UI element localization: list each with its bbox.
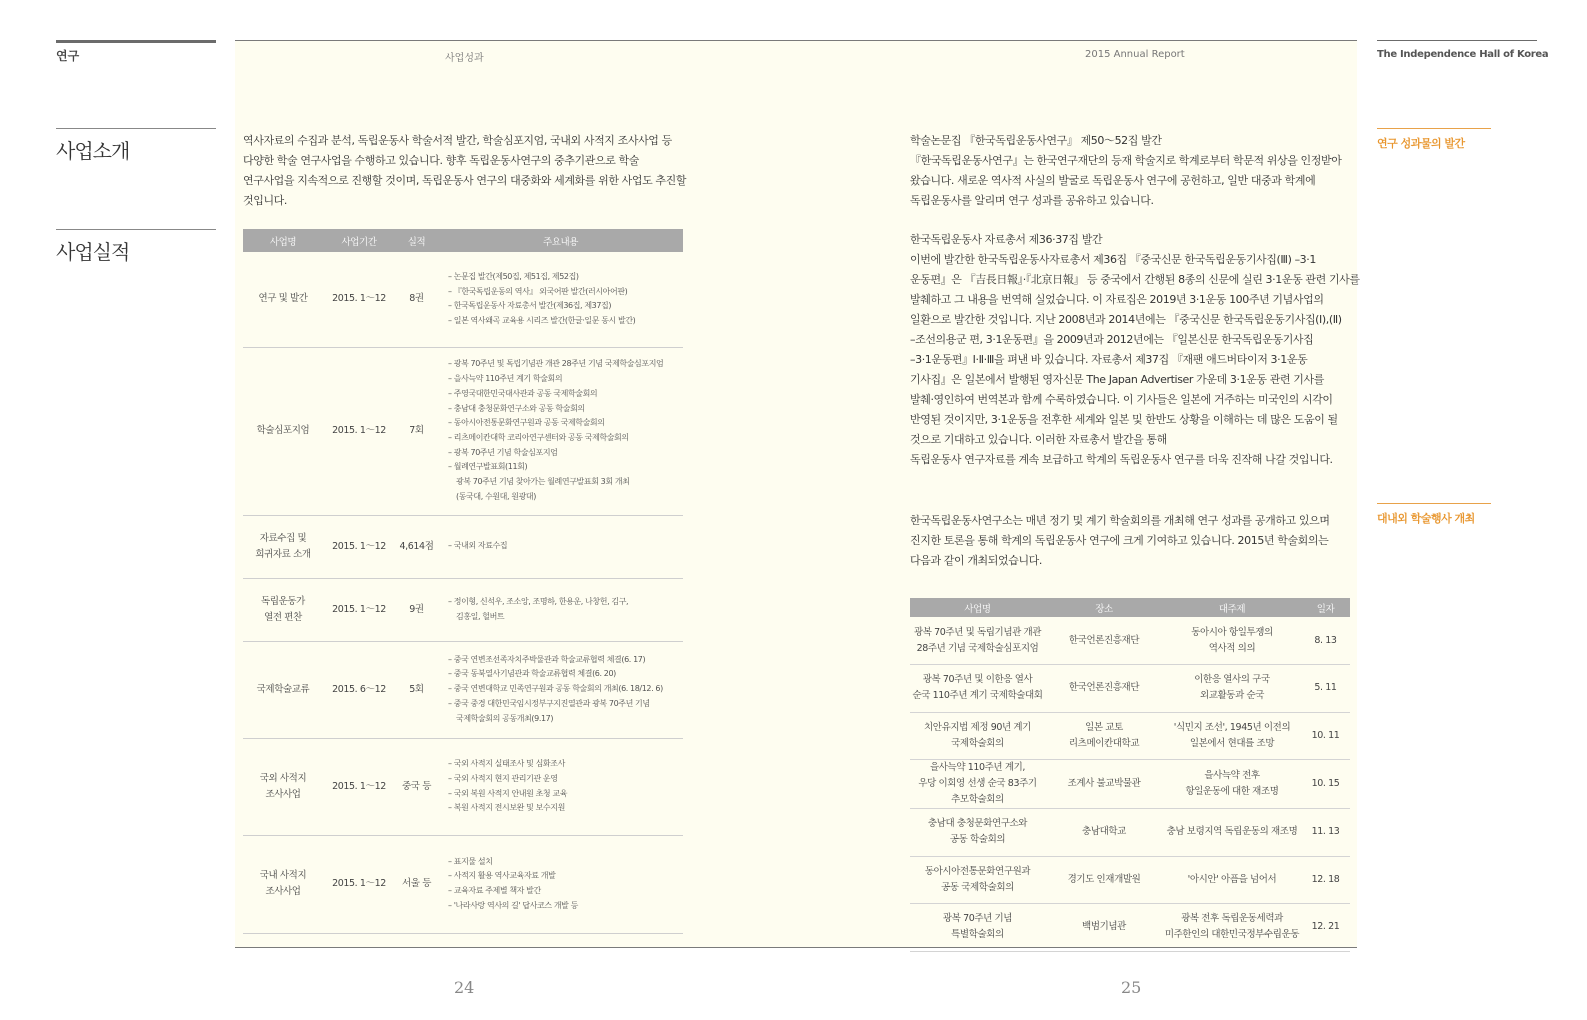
cell-line: – 중국 연변대학교 민족연구원과 공동 학술회의 개최(6. 18/12. 6)	[448, 684, 663, 694]
cell-line: – '나라사랑 역사의 길' 답사코스 개발 등	[448, 900, 578, 910]
col-header: 장소	[1045, 598, 1163, 617]
details-cell	[438, 738, 683, 835]
project-name-cell	[243, 835, 323, 933]
table-row	[243, 515, 683, 578]
cell-line: – 충남대 충청문화연구소와 공동 학술회의	[448, 403, 585, 413]
para-line: 한국독립운동사 자료총서 제36·37집 발간	[910, 233, 1103, 246]
cell-line: 광복 전후 독립운동세력과	[1181, 913, 1283, 925]
place-cell	[1045, 617, 1163, 665]
table-row	[910, 712, 1350, 760]
cell-line: 한국언론진흥재단	[1068, 682, 1140, 694]
cell-line: – 논문집 발간(제50집, 제51집, 제52집)	[448, 271, 579, 281]
cell-line: 리츠메이칸대학교	[1068, 737, 1140, 749]
cell-line: 동아시아전통문화연구원과	[924, 865, 1031, 877]
para-line: 운동편』은 『吉長日報』·『北京日報』 등 중국에서 간행된 8종의 신문에 실린 3·1운동 관련 기사를	[910, 273, 1360, 286]
project-name-cell	[243, 641, 323, 738]
cell-line: 충남대학교	[1082, 826, 1126, 838]
cell-line: – 일본 역사왜곡 교육용 시리즈 발간(한글·일문 동시 발간)	[448, 315, 636, 325]
date-cell: 8. 13	[1301, 617, 1350, 665]
date-cell: 10. 11	[1301, 712, 1350, 760]
cell-line: 공동 학술회의	[949, 834, 1006, 846]
cell-line: 을사늑약 전후	[1204, 770, 1260, 781]
cell-line: – 중국 연변조선족자치주박물관과 학술교류협력 체결(6. 17)	[448, 654, 646, 664]
results-table	[243, 229, 683, 934]
cell-line: – 중국 중경 대한민국임시정부구지진열관과 광복 70주년 기념	[448, 698, 650, 708]
cell-line: – 리츠메이칸대학 코리아연구센터와 공동 국제학술회의	[448, 433, 629, 442]
col-header: 사업기간	[323, 229, 395, 252]
period-cell: 2015. 1～12	[323, 515, 395, 578]
cell-line: 일본 교토	[1085, 721, 1123, 733]
header-left: 사업성과	[445, 53, 484, 64]
period-cell: 2015. 1～12	[323, 347, 395, 515]
cell-line: 역사적 의의	[1208, 642, 1256, 654]
publications-paragraph	[910, 131, 1341, 211]
para-line: 학술논문집 『한국독립운동사연구』 제50～52집 발간	[910, 134, 1162, 147]
result-cell: 5회	[395, 641, 438, 738]
page-number-right: 25	[1121, 978, 1142, 997]
table-row	[910, 617, 1350, 665]
theme-cell	[1163, 809, 1301, 857]
label-academic-events: 대내외 학술행사 개최	[1377, 503, 1491, 526]
cell-line: – 한국독립운동사 자료총서 발간(제36집, 제37집)	[448, 301, 612, 311]
cell-line: '아시안' 아픔을 넘어서	[1187, 873, 1277, 885]
cell-line: 경기도 인재개발원	[1067, 873, 1141, 885]
place-cell	[1045, 665, 1163, 713]
cell-line: – 정이형, 신석우, 조소앙, 조명하, 한용운, 나창헌, 김구,	[448, 596, 629, 606]
cell-line: 조계사 불교박물관	[1067, 778, 1141, 789]
cell-line: 국외 사적지	[259, 772, 307, 784]
cell-line: – 월례연구발표회(11회)	[448, 462, 528, 472]
table-row	[243, 347, 683, 515]
details-cell	[438, 252, 683, 347]
cell-line: – 을사늑약 110주년 계기 학술회의	[448, 374, 563, 384]
date-cell: 5. 11	[1301, 665, 1350, 713]
cell-line: 조사사업	[265, 886, 301, 897]
intro-line: 다양한 학술 연구사업을 수행하고 있습니다. 향후 독립운동사연구의 중추기관으로 학술	[243, 154, 640, 167]
cell-line: 조사사업	[265, 788, 301, 800]
theme-cell	[1163, 760, 1301, 809]
para-line: 독립운동사 연구자료를 계속 보급하고 학계의 독립운동사 연구를 더욱 진작해 나갈 것입니다.	[910, 453, 1333, 466]
cell-line: – 중국 동북열사기념관과 학술교류협력 체결(6. 20)	[448, 669, 616, 679]
place-cell	[1045, 712, 1163, 760]
project-name-cell	[243, 252, 323, 347]
cell-line: 한국언론진흥재단	[1068, 634, 1140, 646]
cell-line: – 동아시아전통문화연구원과 공동 국제학술회의	[448, 418, 605, 428]
col-header: 사업명	[243, 229, 323, 252]
table-row	[910, 856, 1350, 904]
date-cell: 12. 18	[1301, 856, 1350, 904]
chapter-label: 연구	[56, 49, 80, 63]
para-line: 발췌·영인하여 번역본과 함께 수록하였습니다. 이 기사들은 일본에 거주하는 미국인의 시각이	[910, 393, 1333, 406]
table-row	[243, 252, 683, 347]
events-table	[910, 598, 1350, 952]
cell-line: 외교활동과 순국	[1199, 690, 1265, 702]
table-row	[910, 904, 1350, 952]
cell-line: 광복 70주년 및 이한응 열사	[922, 674, 1033, 686]
intro-line: 연구사업을 지속적으로 진행할 것이며, 독립운동사 연구의 대중화와 세계화를 위한 사업도 추진할	[243, 174, 687, 187]
cell-line: 학술심포지엄	[256, 425, 310, 436]
result-cell: 7회	[395, 347, 438, 515]
result-cell: 서울 등	[395, 835, 438, 933]
cell-line: '식민지 조선', 1945년 이전의	[1173, 721, 1291, 733]
para-line: 것으로 기대하고 있습니다. 이러한 자료총서 발간을 통해	[910, 433, 1167, 446]
result-cell: 4,614점	[395, 515, 438, 578]
label-publications: 연구 성과물의 발간	[1377, 128, 1491, 151]
event-name-cell	[910, 712, 1045, 760]
cell-line: – 주영국대한민국대사관과 공동 국제학술회의	[448, 388, 598, 398]
cell-line: 자료수집 및	[259, 532, 307, 544]
details-cell	[438, 835, 683, 933]
cell-line: 순국 110주년 계기 국제학술대회	[912, 690, 1043, 702]
cell-line: 우당 이회영 선생 순국 83주기	[918, 778, 1037, 789]
details-cell	[438, 347, 683, 515]
table-row	[243, 578, 683, 641]
place-cell	[1045, 809, 1163, 857]
cell-line: – 표지물 설치	[448, 856, 493, 866]
para-line: 진지한 토론을 통해 학계의 독립운동사 연구에 크게 기여하고 있습니다. 2015년 학술회의는	[910, 534, 1329, 547]
table-row	[243, 641, 683, 738]
intro-line: 역사자료의 수집과 분석, 독립운동사 학술서적 발간, 학술심포지엄, 국내외 사적지 조사사업 등	[243, 134, 672, 147]
para-line: 반영된 것이지만, 3·1운동을 전후한 세계와 일본 및 한반도 상황을 이해하는 데 많은 도움이 될	[910, 413, 1338, 426]
cell-line: 김홍일, 헐버트	[456, 611, 505, 621]
para-line: 다음과 같이 개최되었습니다.	[910, 554, 1043, 567]
details-cell	[438, 641, 683, 738]
cell-line: 국제학술회의	[951, 737, 1004, 749]
table-header-row	[910, 598, 1350, 617]
para-line: 한국독립운동사연구소는 매년 정기 및 계기 학술회의를 개최해 연구 성과를 공개하고 있으며	[910, 514, 1330, 527]
cell-line: 연구 및 발간	[258, 293, 308, 305]
event-name-cell	[910, 665, 1045, 713]
cell-line: – 『한국독립운동의 역사』 외국어판 발간(러시아어판)	[448, 286, 628, 296]
theme-cell	[1163, 856, 1301, 904]
cell-line: 미주한인의 대한민국정부수립운동	[1164, 929, 1300, 941]
project-name-cell	[243, 515, 323, 578]
project-name-cell	[243, 347, 323, 515]
theme-cell	[1163, 665, 1301, 713]
event-name-cell	[910, 904, 1045, 952]
para-line: 기사집』은 일본에서 발행된 영자신문 The Japan Advertiser 가운데 3·1운동 관련 기사를	[910, 373, 1324, 386]
intro-paragraph	[243, 131, 686, 211]
cell-line: 28주년 기념 국제학술심포지엄	[916, 642, 1039, 654]
sourcebook-paragraph	[910, 230, 1360, 470]
cell-line: 독립운동가	[261, 595, 305, 607]
result-cell: 9권	[395, 578, 438, 641]
para-line: 『한국독립운동사연구』는 한국연구재단의 등재 학술지로 학계로부터 학문적 위상을 인정받아	[910, 154, 1342, 167]
para-line: 일환으로 발간한 것입니다. 지난 2008년과 2014년에는 『중국신문 한국독립운동기사집(Ⅰ),(Ⅱ)	[910, 313, 1342, 326]
period-cell: 2015. 1～12	[323, 738, 395, 835]
cell-line: – 복원 사적지 전시보완 및 보수지원	[448, 803, 565, 813]
event-name-cell	[910, 856, 1045, 904]
cell-line: – 국외 복원 사적지 안내원 초청 교육	[448, 788, 568, 798]
event-name-cell	[910, 760, 1045, 809]
cell-line: 충남 보령지역 독립운동의 재조명	[1166, 826, 1298, 838]
event-name-cell	[910, 809, 1045, 857]
section-results-label: 사업실적	[56, 229, 216, 265]
cell-line: 광복 70주년 기념 찾아가는 월례연구발표회 3회 개최	[456, 477, 630, 487]
page-number-left: 24	[454, 978, 475, 997]
para-line: –조선의용군 편, 3·1운동편』을 2009년과 2012년에는 『일본신문 한국독립운동기사집	[910, 333, 1314, 346]
cell-line: 동아시아 항일투쟁의	[1191, 626, 1273, 638]
details-cell	[438, 578, 683, 641]
header-right: 2015 Annual Report	[1085, 49, 1185, 60]
intro-line: 것입니다.	[243, 194, 288, 207]
cell-line: – 국외 사적지 실태조사 및 심화조사	[448, 759, 565, 769]
cell-line: 국제학술회의 공동개최(9.17)	[456, 713, 554, 723]
period-cell: 2015. 6～12	[323, 641, 395, 738]
project-name-cell	[243, 738, 323, 835]
place-cell	[1045, 904, 1163, 952]
col-header: 대주제	[1163, 598, 1301, 617]
result-cell: 8권	[395, 252, 438, 347]
cell-line: 일본에서 현대를 조망	[1189, 737, 1275, 749]
event-name-cell	[910, 617, 1045, 665]
table-row	[243, 738, 683, 835]
cell-line: 국제학술교류	[256, 683, 310, 695]
col-header: 실적	[395, 229, 438, 252]
cell-line: – 광복 70주년 및 독립기념관 개관 28주년 기념 국제학술심포지엄	[448, 359, 664, 369]
table-header-row	[243, 229, 683, 252]
left-top-rule	[56, 40, 216, 43]
para-line: 발췌하고 그 내용을 번역해 실었습니다. 이 자료집은 2019년 3·1운동 100주년 기념사업의	[910, 293, 1324, 306]
theme-cell	[1163, 712, 1301, 760]
period-cell: 2015. 1～12	[323, 252, 395, 347]
period-cell: 2015. 1～12	[323, 578, 395, 641]
cell-line: 이한응 열사의 구국	[1194, 674, 1270, 686]
theme-cell	[1163, 904, 1301, 952]
cell-line: 치안유지법 제정 90년 계기	[924, 721, 1031, 733]
cell-line: – 광복 70주년 기념 학술심포지엄	[448, 447, 558, 457]
table-row	[910, 665, 1350, 713]
details-cell	[438, 515, 683, 578]
date-cell: 11. 13	[1301, 809, 1350, 857]
period-cell: 2015. 1～12	[323, 835, 395, 933]
project-name-cell	[243, 578, 323, 641]
theme-cell	[1163, 617, 1301, 665]
cell-line: 백범기념관	[1082, 921, 1126, 933]
table-row	[910, 760, 1350, 809]
cell-line: 공동 국제학술회의	[941, 881, 1014, 893]
cell-line: 광복 70주년 기념	[942, 913, 1013, 925]
col-header: 일자	[1301, 598, 1350, 617]
place-cell	[1045, 760, 1163, 809]
cell-line: 광복 70주년 및 독립기념관 개관	[913, 626, 1042, 638]
cell-line: – 교육자료 주제별 책자 발간	[448, 886, 541, 895]
cell-line: 희귀자료 소개	[255, 548, 311, 560]
cell-line: 추모학술회의	[951, 794, 1004, 805]
cell-line: – 국외 사적지 현지 관리기관 운영	[448, 773, 558, 783]
para-line: 이번에 발간한 한국독립운동사자료총서 제36집 『중국신문 한국독립운동기사집(Ⅲ) –3·1	[910, 253, 1316, 266]
result-cell: 중국 등	[395, 738, 438, 835]
date-cell: 12. 21	[1301, 904, 1350, 952]
cell-line: 을사늑약 110주년 계기,	[929, 762, 1025, 773]
org-name: The Independence Hall of Korea	[1377, 49, 1549, 60]
col-header: 사업명	[910, 598, 1045, 617]
para-line: 독립운동사를 알리며 연구 성과를 공유하고 있습니다.	[910, 194, 1154, 207]
section-intro-label: 사업소개	[56, 128, 216, 164]
date-cell: 10. 15	[1301, 760, 1350, 809]
cell-line: (동국대, 수원대, 원광대)	[456, 491, 536, 501]
table-row	[910, 809, 1350, 857]
place-cell	[1045, 856, 1163, 904]
cell-line: 특별학술회의	[951, 929, 1004, 941]
table-row	[243, 835, 683, 933]
cell-line: – 사적지 활용 역사교육자료 개발	[448, 871, 556, 881]
cell-line: 충남대 충청문화연구소와	[927, 818, 1028, 830]
events-paragraph	[910, 511, 1330, 571]
cell-line: – 국내외 자료수집	[448, 541, 508, 551]
cell-line: 항일운동에 대한 재조명	[1185, 786, 1279, 797]
cell-line: 열전 편찬	[264, 611, 302, 623]
col-header: 주요내용	[438, 229, 683, 252]
para-line: –3·1운동편』Ⅰ·Ⅱ·Ⅲ을 펴낸 바 있습니다. 자료총서 제37집 『재팬 애드버타이저 3·1운동	[910, 353, 1308, 366]
cell-line: 국내 사적지	[259, 870, 307, 881]
para-line: 왔습니다. 새로운 역사적 사실의 발굴로 독립운동사 연구에 공헌하고, 일반 대중과 학계에	[910, 174, 1316, 187]
right-top-rule	[1377, 40, 1537, 41]
